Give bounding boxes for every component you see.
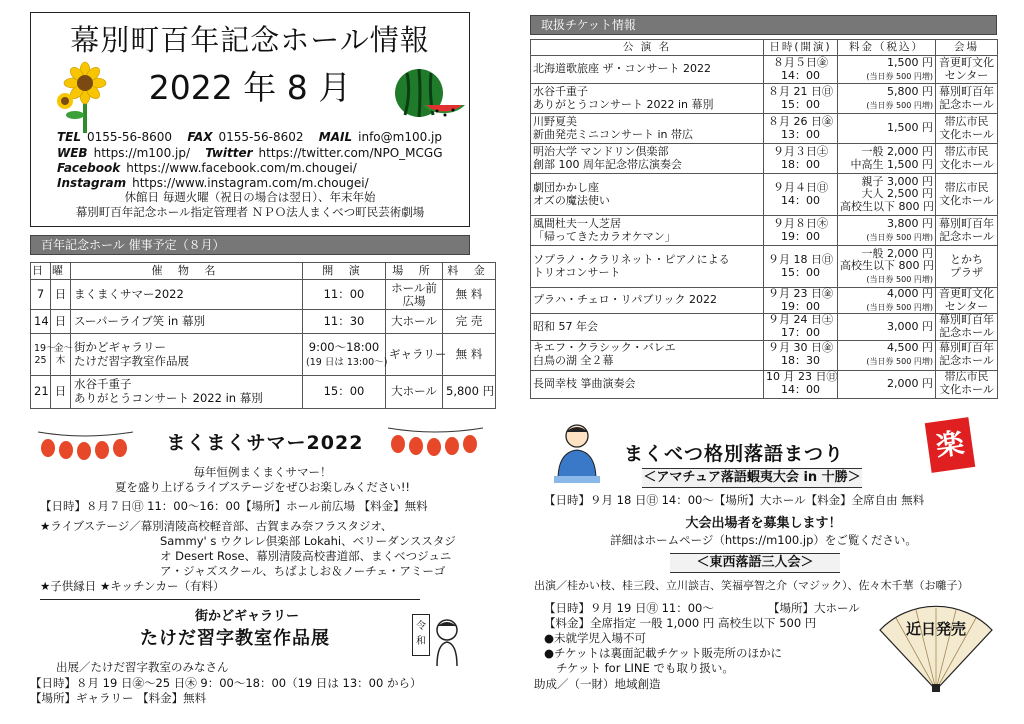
- performance-name: 北海道歌旅座 ザ・コンサート 2022: [533, 62, 711, 76]
- price-cell: [838, 314, 936, 340]
- venue: 大ホール: [386, 310, 443, 334]
- day: 21: [31, 376, 51, 409]
- table-row: [531, 314, 998, 340]
- venue-cell: [936, 144, 998, 174]
- price-note: (当日券 500 円増): [866, 302, 933, 312]
- price-note: (当日券 500 円増): [866, 274, 933, 284]
- performance-name: キエフ・クラシック・バレエ 白鳥の湖 全２幕: [533, 341, 676, 368]
- price-cell: [838, 246, 936, 288]
- rakugo-cast: 出演／桂かい枝、桂三段、立川談吉、笑福亭智之介（マジック）、佐々木千華（お囃子）: [534, 579, 969, 592]
- sunflower-icon: [53, 59, 123, 133]
- performance-date: ９月 18 日㊐: [768, 252, 833, 266]
- date-cell: [764, 84, 838, 114]
- date-cell: [764, 246, 838, 288]
- price-cell: [838, 216, 936, 246]
- rakugo-title: まくべつ格別落語まつり: [624, 443, 845, 465]
- performance-time: 14：00: [781, 383, 820, 397]
- date-cell: [764, 56, 838, 84]
- ticket-table: [530, 39, 998, 399]
- venue-cell: [936, 246, 998, 288]
- tel: 0155-56-8600: [87, 130, 173, 144]
- start-time-note: (19 日は 13:00〜): [306, 356, 388, 368]
- performance-time: 14：00: [781, 193, 820, 207]
- performance-name: 風間杜夫一人芝居 「帰ってきたカラオケマン」: [533, 216, 676, 243]
- performance-date: ８月 21 日㊐: [768, 84, 833, 98]
- price: 2,000 円: [887, 376, 933, 390]
- price: 4,000 円: [887, 287, 933, 300]
- price-cell: [838, 370, 936, 398]
- date-cell: [764, 314, 838, 340]
- table-row: [531, 114, 998, 144]
- rakugo-recruit: 大会出場者を募集します！: [685, 516, 842, 531]
- event-name: まくまくサマー2022: [71, 280, 303, 310]
- performance-date: ９月４日㊐: [773, 180, 828, 194]
- summer-title: まくまくサマー2022: [166, 432, 364, 454]
- weekday: 金〜木: [51, 334, 71, 376]
- col-week: 曜: [51, 263, 71, 280]
- start-time: 9:00〜18:00: [308, 339, 380, 354]
- summer-info: 【日時】８月７日㊐ 11：00〜16：00【場所】ホール前広場 【料金】無料: [40, 499, 428, 513]
- venue: 幕別町百年 記念ホール: [939, 216, 994, 243]
- performance-date: 10 月 23 日㊐: [766, 370, 838, 384]
- col-day: 日: [31, 263, 51, 280]
- col-title: 公 演 名: [531, 40, 764, 56]
- weekday: 日: [51, 280, 71, 310]
- price-note: (当日券 500 円増): [866, 357, 933, 367]
- table-row: [531, 246, 998, 288]
- fee: 無 料: [443, 334, 496, 376]
- date-cell: [764, 114, 838, 144]
- performance-name: 明治大学 マンドリン倶楽部 創部 100 周年記念帯広演奏会: [533, 144, 682, 171]
- instagram-label: Instagram: [57, 176, 127, 190]
- col-time: 開 演: [303, 263, 386, 280]
- venue: 幕別町百年 記念ホール: [939, 341, 994, 368]
- price: 1,500 円: [887, 121, 933, 135]
- performance-time: 18：00: [781, 157, 820, 171]
- price: 親子 3,000 円 大人 2,500 円 高校生以下 800 円: [840, 174, 934, 213]
- performance-cell: [531, 340, 764, 370]
- rakugo-sub1: ＜アマチュア落語蝦夷大会 in 十勝＞: [643, 470, 861, 485]
- venue: 帯広市民 文化ホール: [939, 114, 994, 141]
- start-time: 11：30: [303, 310, 386, 334]
- venue-cell: [936, 314, 998, 340]
- price-note: (当日券 500 円増): [866, 232, 933, 242]
- facebook-label: Facebook: [57, 161, 121, 175]
- rakugo-sign: 楽: [925, 417, 976, 473]
- event-name: 街かどギャラリー たけだ習字教室作品展: [71, 334, 303, 376]
- performance-date: ９月 23 日㊎: [768, 287, 833, 300]
- venue-cell: [936, 56, 998, 84]
- price-cell: [838, 144, 936, 174]
- schedule-bar: 百年記念ホール 催事予定（８月）: [30, 235, 470, 255]
- mail-label: MAIL: [318, 130, 353, 144]
- col-price: 料金（税込）: [838, 40, 936, 56]
- venue-cell: [936, 114, 998, 144]
- performance-time: 15：00: [781, 265, 820, 279]
- day: 7: [31, 280, 51, 310]
- performance-name: 昭和 57 年会: [533, 319, 598, 333]
- start-time: 15：00: [303, 376, 386, 409]
- venue: 幕別町百年 記念ホール: [939, 84, 994, 111]
- summer-stage: Sammy' s ウクレレ倶楽部 Lokahi、ベリーダンススタジ: [160, 534, 456, 548]
- price-note: (当日券 500 円増): [866, 71, 933, 81]
- table-row: [531, 84, 998, 114]
- twitter-label: Twitter: [205, 146, 253, 160]
- facebook-link[interactable]: https://www.facebook.com/m.chougei/: [126, 161, 357, 175]
- venue: 音更町文化 センター: [939, 287, 994, 313]
- person-icon: [432, 618, 462, 668]
- schedule-table: [30, 262, 496, 409]
- performance-time: 17：00: [781, 325, 820, 339]
- performance-cell: [531, 114, 764, 144]
- price: 一般 2,000 円 高校生以下 800 円: [840, 246, 934, 273]
- performance-name: 川野夏美 新曲発売ミニコンサート in 帯広: [533, 114, 694, 141]
- rakugo-note: ●チケットは裏面記載チケット販売所のほかに: [544, 646, 782, 660]
- event-name: スーパーライブ笑 in 幕別: [71, 310, 303, 334]
- date-cell: [764, 216, 838, 246]
- performance-time: 18：30: [781, 354, 820, 368]
- performance-name: 劇団かかし座 オズの魔法使い: [533, 180, 610, 207]
- weekday: 日: [51, 376, 71, 409]
- venue: 音更町文化 センター: [939, 55, 994, 82]
- venue-cell: [936, 370, 998, 398]
- performance-cell: [531, 314, 764, 340]
- performance-cell: [531, 174, 764, 216]
- performance-name: ソプラノ・クラリネット・ピアノによる トリオコンサート: [533, 252, 730, 279]
- performance-time: 14：00: [781, 68, 820, 82]
- venue: 帯広市民 文化ホール: [939, 144, 994, 171]
- web-link[interactable]: https://m100.jp/: [93, 146, 191, 160]
- lantern-icon: [38, 428, 133, 462]
- price-cell: [838, 84, 936, 114]
- start-time: 11：00: [303, 280, 386, 310]
- venue: 帯広市民 文化ホール: [939, 180, 994, 207]
- summer-stage: ★ライブステージ／幕別清陵高校軽音部、古賀まみ奈フラスタジオ、: [40, 519, 393, 533]
- day: 19〜25: [31, 334, 51, 376]
- performance-date: ９月８日㊍: [773, 216, 828, 230]
- table-row: [531, 144, 998, 174]
- gallery-exhibitor: 出展／たけだ習字教室のみなさん: [56, 660, 229, 674]
- performance-date: ９月３日㊏: [773, 144, 828, 158]
- performance-time: 19：00: [781, 299, 820, 313]
- performance-cell: [531, 370, 764, 398]
- rakugo-performer-icon: [552, 420, 602, 484]
- summer-extra: ★子供縁日 ★キッチンカー（有料）: [40, 579, 225, 593]
- venue-cell: [936, 216, 998, 246]
- venue-cell: [936, 288, 998, 314]
- performance-cell: [531, 144, 764, 174]
- price: 3,800 円: [887, 216, 933, 230]
- table-row: [31, 334, 496, 376]
- fax: 0155-56-8602: [218, 130, 304, 144]
- col-date: 日時(開演): [764, 40, 838, 56]
- instagram-link[interactable]: https://www.instagram.com/m.chougei/: [132, 176, 369, 190]
- fan-label: 近日発売: [905, 620, 966, 638]
- price: 3,000 円: [887, 319, 933, 333]
- venue-cell: [936, 84, 998, 114]
- price-cell: [838, 288, 936, 314]
- rakugo-support: 助成／（一財）地域創造: [534, 677, 661, 691]
- venue: ギャラリー: [386, 334, 443, 376]
- col-venue: 会場: [936, 40, 998, 56]
- date-cell: [764, 340, 838, 370]
- date-cell: [764, 144, 838, 174]
- price: 4,500 円: [887, 341, 933, 355]
- table-row: [31, 280, 496, 310]
- venue: とかち プラザ: [950, 252, 983, 279]
- gallery-date: 【日時】８月 19 日㊎〜25 日㊍ 9：00〜18：00（19 日は 13：00 から）: [30, 676, 422, 690]
- col-place: 場 所: [386, 263, 443, 280]
- performance-time: 13：00: [781, 127, 820, 141]
- col-name: 催 物 名: [71, 263, 303, 280]
- gallery-sub: 街かどギャラリー: [195, 609, 300, 624]
- table-row: [531, 370, 998, 398]
- lantern-icon: [388, 424, 483, 458]
- performance-date: ８月 26 日㊎: [768, 114, 833, 128]
- date-cell: [764, 174, 838, 216]
- date-cell: [764, 288, 838, 314]
- reiwa-card: 令和: [412, 614, 430, 656]
- tel-label: TEL: [57, 130, 82, 144]
- web-label: WEB: [57, 146, 88, 160]
- page-title: 幕別町百年記念ホール情報: [70, 23, 430, 57]
- price-cell: [838, 340, 936, 370]
- day: 14: [31, 310, 51, 334]
- manager: 幕別町百年記念ホール指定管理者 ＮＰＯ法人まくべつ町民芸術劇場: [75, 205, 425, 219]
- fax-label: FAX: [187, 130, 213, 144]
- venue: 帯広市民 文化ホール: [939, 370, 994, 397]
- fee: 5,800 円: [443, 376, 496, 409]
- performance-cell: [531, 288, 764, 314]
- price: 5,800 円: [887, 84, 933, 98]
- performance-date: ８月５日㊎: [773, 55, 828, 69]
- performance-date: ９月 24 日㊏: [768, 313, 833, 327]
- performance-cell: [531, 84, 764, 114]
- price-cell: [838, 114, 936, 144]
- price-cell: [838, 56, 936, 84]
- gallery-title: たけだ習字教室作品展: [140, 628, 330, 649]
- date-cell: [764, 370, 838, 398]
- table-row: [531, 174, 998, 216]
- performance-name: 水谷千重子 ありがとうコンサート 2022 in 幕別: [533, 84, 714, 111]
- fan-icon: [876, 604, 996, 694]
- gallery-place: 【場所】ギャラリー 【料金】無料: [30, 691, 207, 705]
- price: 1,500 円: [887, 55, 933, 69]
- table-row: [531, 340, 998, 370]
- price: 一般 2,000 円 中高生 1,500 円: [850, 144, 933, 171]
- performance-cell: [531, 56, 764, 84]
- issue-date: 2022 年 8 月: [148, 68, 352, 107]
- closed-days: 休館日 毎週火曜（祝日の場合は翌日）、年末年始: [124, 190, 376, 204]
- performance-time: 15：00: [781, 97, 820, 111]
- table-row: [31, 376, 496, 409]
- rakugo-place2: 【場所】大ホール: [768, 601, 860, 615]
- performance-date: ９月 30 日㊎: [768, 341, 833, 355]
- performance-name: 長岡幸枝 箏曲演奏会: [533, 376, 636, 390]
- rakugo-info1: 【日時】９月 18 日㊐ 14：00〜【場所】大ホール【料金】全席自由 無料: [544, 493, 925, 507]
- fee: 無 料: [443, 280, 496, 310]
- venue-cell: [936, 174, 998, 216]
- fee: 完 売: [443, 310, 496, 334]
- table-row: [531, 288, 998, 314]
- rakugo-note: ●未就学児入場不可: [544, 631, 647, 645]
- performance-name: プラハ・チェロ・リパブリック 2022: [533, 293, 717, 307]
- summer-lead: 毎年恒例まくまくサマー！: [193, 465, 332, 479]
- summer-lead: 夏を盛り上げるライブステージをぜひお楽しみください!!: [114, 480, 411, 494]
- table-row: [31, 310, 496, 334]
- table-row: [531, 56, 998, 84]
- summer-stage: オ Desert Rose、幕別清陵高校書道部、まくべつジュニ: [160, 549, 452, 563]
- table-row: [531, 216, 998, 246]
- venue: 幕別町百年 記念ホール: [939, 313, 994, 339]
- performance-cell: [531, 246, 764, 288]
- price-note: (当日券 500 円増): [866, 100, 933, 110]
- twitter-link[interactable]: https://twitter.com/NPO_MCGG: [258, 146, 443, 160]
- header-box: [30, 12, 470, 227]
- rakugo-sub2: ＜東西落語三人会＞: [696, 555, 814, 570]
- event-name: 水谷千重子 ありがとうコンサート 2022 in 幕別: [71, 376, 303, 409]
- price-cell: [838, 174, 936, 216]
- rakugo-date2: 【日時】９月 19 日㊊ 11：00〜: [544, 601, 714, 615]
- venue-cell: [936, 340, 998, 370]
- watermelon-icon: [393, 63, 465, 125]
- col-fee: 料 金: [443, 263, 496, 280]
- performance-time: 19：00: [781, 229, 820, 243]
- rakugo-note: チケット for LINE でも取り扱い。: [556, 661, 734, 675]
- rakugo-hp: 詳細はホームページ（https://m100.jp）をご覧ください。: [610, 533, 917, 547]
- divider: [40, 599, 420, 600]
- mail-link[interactable]: info@m100.jp: [358, 130, 443, 144]
- tickets-bar: 取扱チケット情報: [530, 15, 997, 35]
- weekday: 日: [51, 310, 71, 334]
- performance-cell: [531, 216, 764, 246]
- venue: 大ホール: [386, 376, 443, 409]
- rakugo-fee2: 【料金】全席指定 一般 1,000 円 高校生以下 500 円: [544, 616, 817, 630]
- venue: ホール前広場: [386, 280, 443, 310]
- summer-stage: ア・ジャズスクール、ちばよしお＆ノーチェ・アミーゴ: [160, 564, 446, 578]
